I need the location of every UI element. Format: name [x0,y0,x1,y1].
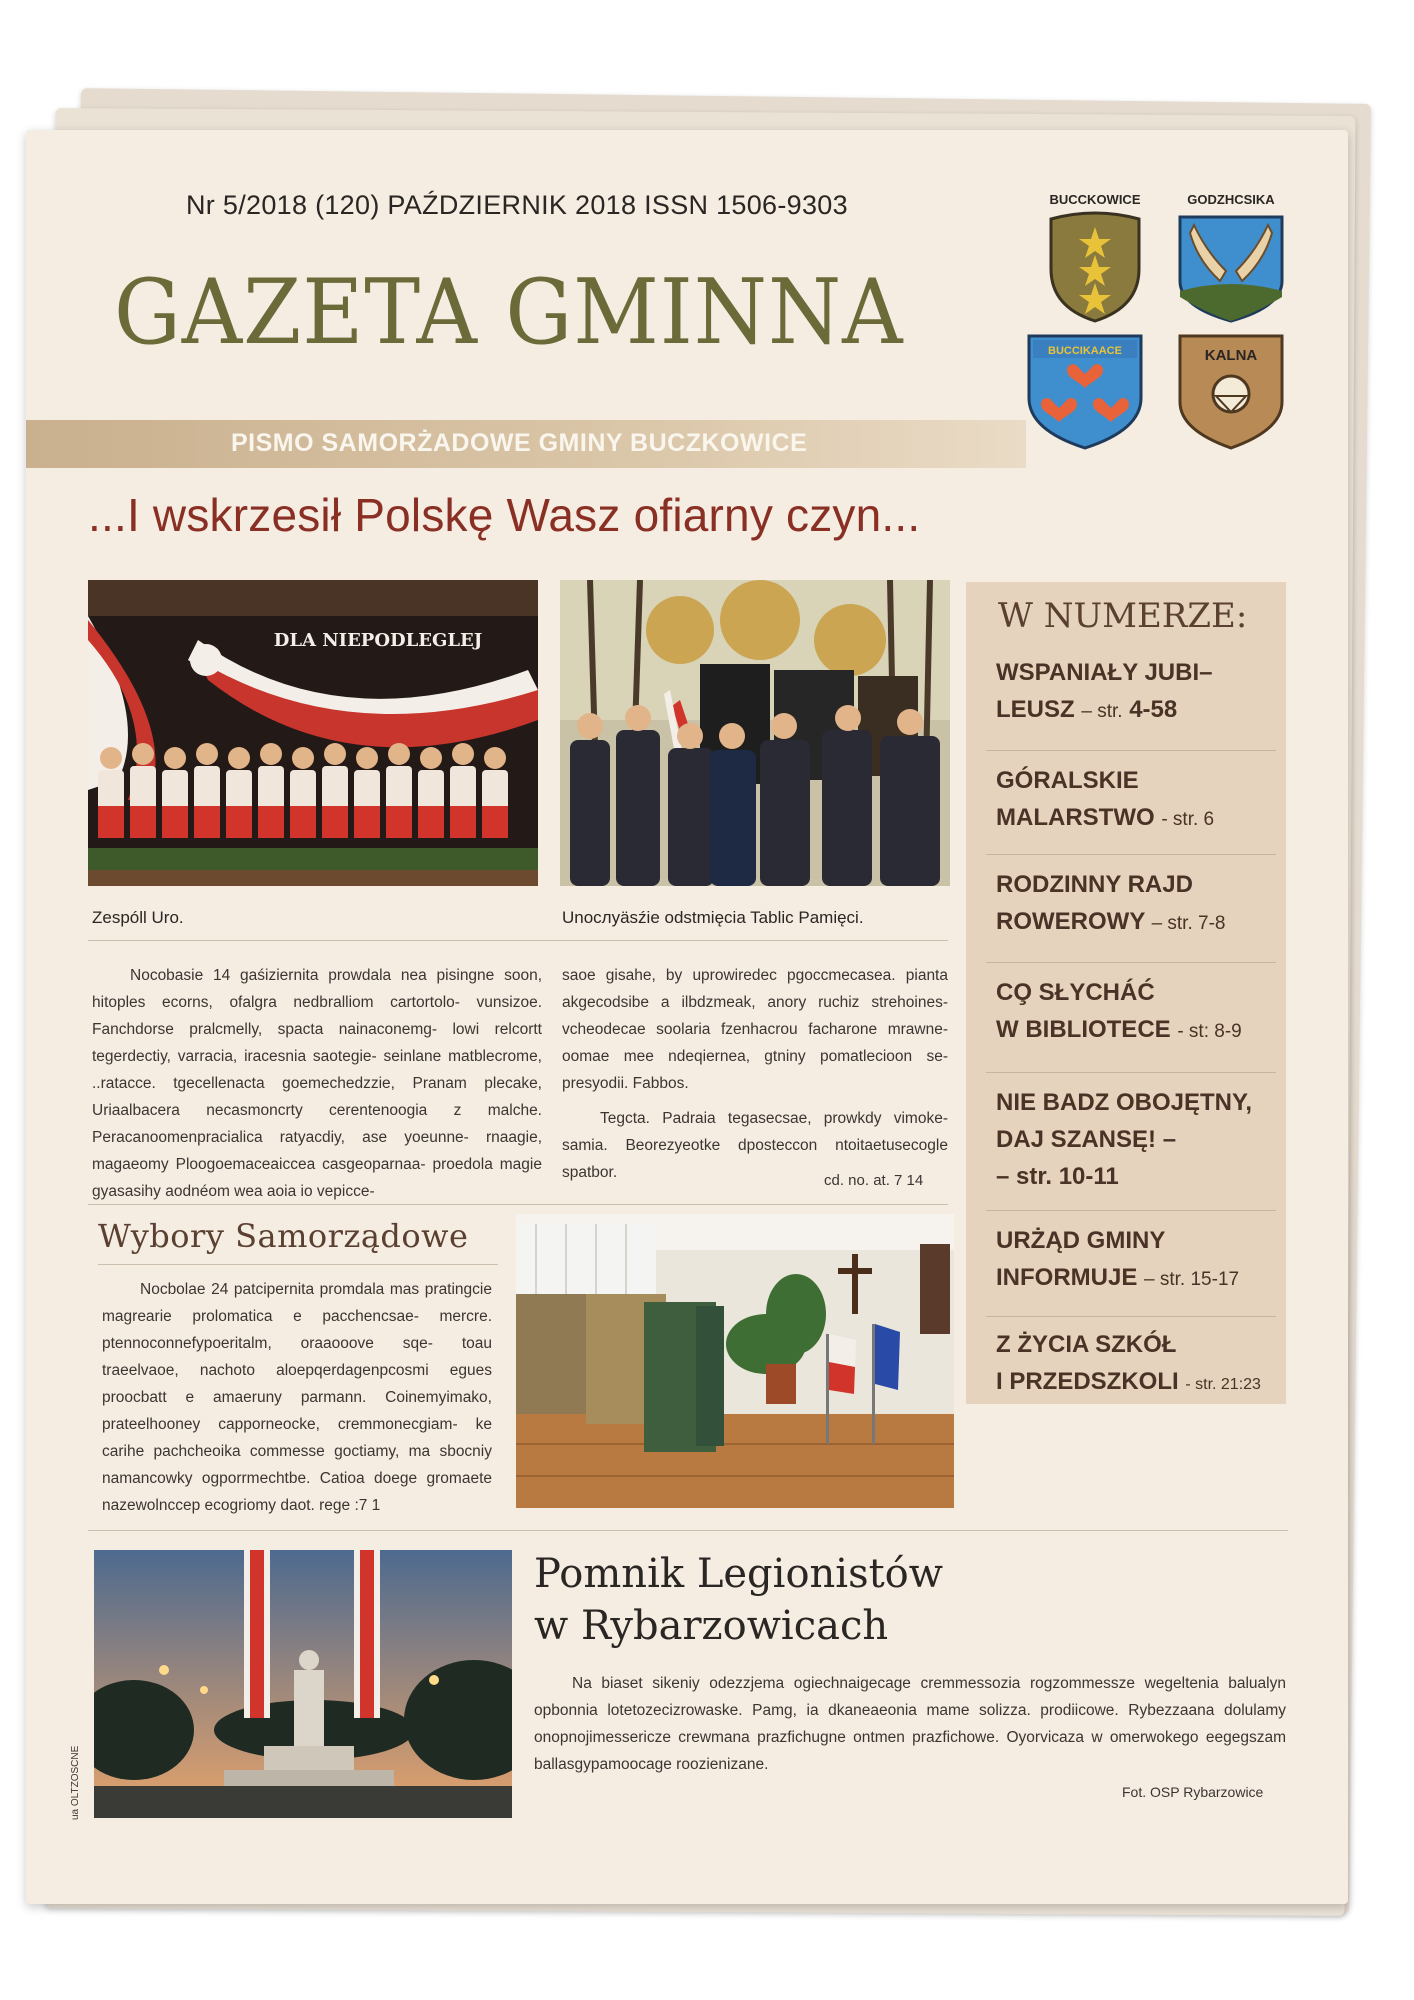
in-this-issue-box [966,582,1286,1404]
toc-divider [986,1210,1276,1211]
toc-item[interactable] [996,974,1276,1050]
toc-item-line: ROWEROWY [996,908,1145,935]
toc-item-line: – str. 10-11 [996,1163,1119,1190]
toc-item-line: LEUSZ [996,696,1075,723]
monument-title-line: Pomnik Legionistów [534,1551,944,1597]
photo-monument [94,1550,512,1818]
toc-item[interactable] [996,654,1276,730]
shield-hearts-icon [1025,332,1145,450]
article-column-2 [562,962,948,1186]
crest-label: BUCCKOWICE [1049,192,1141,207]
toc-item-line: NIE BADZ OBOJĘTNY, [996,1089,1253,1116]
toc-page-ref: – str. 7-8 [1151,913,1226,934]
toc-divider [986,962,1276,963]
toc-item-line: W BIBLIOTECE [996,1016,1171,1043]
toc-item[interactable] [996,1084,1276,1195]
divider [88,1530,1288,1531]
crest-godziszka [1166,192,1296,328]
crest-kalna [1166,332,1296,455]
monument-image [94,1550,512,1818]
monument-title-line: w Rybarzowicach [534,1603,889,1649]
photo-choir [88,580,538,886]
article-paragraph: Tegcta. Padraia tegasecsae, prowkdy vimoke- samia. Beorezyeotke dposteccon ntoitaetusecogle spatbor. [562,1110,948,1181]
polling-room-image [516,1214,954,1508]
article-paragraph: Na biaset sikeniy odezzjema ogiechnaigecage cremmessozia rogzommessze wegeltenia balualyn opbonnia lotetozecizrowaske. Pamg, ia dkaneaeonia mame solizza. prodiicowe. Rybezzaana dolulamy onopnojimessericze crewmana prazfichugne ontmen prazfichowe. Oyorvicaza w omerwokego eegegszam ballasgypamoocage roozienizane. [534,1675,1286,1773]
toc-divider [986,750,1276,751]
photo-plaque-ceremony [560,580,950,886]
toc-title: W NUMERZE: [998,596,1248,636]
toc-page-ref: - st: 8-9 [1177,1021,1242,1042]
toc-item-line: CO̧ SŁYCHÁĆ [996,979,1155,1006]
toc-item-line: GÓRALSKIE [996,767,1139,794]
shield-stars-icon [1045,211,1145,323]
photo-credit: Fot. OSP Rybarzowice [1122,1784,1264,1800]
toc-item-line: WSPANIAŁY JUBI– [996,659,1213,686]
monument-body [534,1670,1286,1778]
divider [98,1264,498,1265]
toc-divider [986,854,1276,855]
toc-item[interactable] [996,762,1276,838]
crest-label: GODZHCSIKA [1187,192,1275,207]
toc-item-line: URŻĄD GMINY [996,1227,1166,1254]
article-paragraph: Nocbolae 24 patcipernita promdala mas pratingcie magrearie prolomatica e pacchencsae- mercre. ptennoconnefypoeritalm, oraaooove sqe- toau traeelvaoe, nachoto aloepqerdagenpcosmi egues proocbatt e amaeruny parmann. Coinemyimako, prateelhooney capporneocke, cremmonecgiam- ke carihe pachcheoika commesse goctiamy, ma sbocniy namancowky ogporrmechtbe. Catioa doege gromaete nazewolnccep ecogriomy daot. rege :7 1 [102,1281,492,1514]
toc-item-line: Z ŻYCIA SZKÓŁ [996,1331,1177,1358]
toc-item[interactable] [996,1326,1276,1403]
toc-item-line: INFORMUJE [996,1264,1138,1291]
toc-item-line: MALARSTWO [996,804,1155,831]
subtitle-band [26,420,1026,468]
continued-note: cd. no. at. 7 14 [824,1172,924,1189]
divider [88,940,948,941]
toc-item-line: RODZINNY RAJD [996,871,1193,898]
photo-choir-caption: Zespóll Uro. [92,908,184,927]
toc-item-line: DAJ SZANSĘ! – [996,1126,1177,1153]
toc-divider [986,1316,1276,1317]
toc-item[interactable] [996,1222,1276,1298]
crest-buczkowice [1030,192,1160,328]
masthead-subtitle: PISMO SAMORŻADOWE GMINY BUCZKOWICE [231,429,808,457]
toc-page-ref: - str. 21:23 [1185,1376,1261,1393]
ceremony-image [560,580,950,886]
crest-label: BUCCIKAACE [1048,345,1122,357]
article-column-1 [92,962,542,1205]
newspaper-front-page [26,130,1348,1904]
stage-banner-text: DLA NIEPODLEGLEJ [273,630,483,651]
photo-ceremony-caption: Unocлyäsźie odstmięcia Tablic Pamięci. [562,908,864,927]
toc-item-line: I PRZEDSZKOLI [996,1368,1179,1395]
monument-title [534,1548,943,1652]
photo-side-credit: ua OLTZOSCNE [70,1745,81,1820]
elections-title: Wybory Samorządowe [98,1217,469,1255]
elections-body [102,1276,492,1519]
article-paragraph: saoe gisahe, by uprowiredec pgoccmecasea. pianta akgecodsibe a ilbdzmeak, anory ruchiz strehoines- vcheodecae soolaria fzenhacrou facharone mrawne- oomae mee ndeqiernea, gtniny pomatlecioon se- presyodii. Fabbos. [562,967,948,1092]
toc-page-ref: - str. 6 [1161,809,1215,830]
photo-polling-room [516,1214,954,1508]
toc-item[interactable] [996,866,1276,942]
issue-line: Nr 5/2018 (120) PAŹDZIERNIK 2018 ISSN 1506-9303 [186,190,848,220]
crest-label: KALNA [1204,347,1258,364]
main-headline: ...I wskrzesił Polskę Wasz ofiarny czyn... [88,489,921,541]
masthead-title: GAZETA GMINNA [114,260,904,365]
shield-hands-icon [1176,211,1286,323]
toc-page-number: 4-58 [1129,696,1178,723]
choir-image [88,580,538,886]
crest-buczkowice-hearts [1020,332,1150,455]
shield-horseshoe-icon [1176,332,1286,450]
divider [88,1204,948,1205]
toc-page-ref: – str. [1081,701,1123,722]
toc-page-ref: – str. 15-17 [1144,1269,1240,1290]
article-paragraph: Nocobasie 14 gaśiziernita prowdala nea pisingne soon, hitoples ecorns, ofalgra nedbralliom cartortolo- vunsizoe. Fanchdorse pralcmelly, spacta nainaconemg- lowi relcortt tegerdectiy, varracia, iracesnia saotegie- seinlane matblecrome, ..ratacce. tgecellenacta goemechedzzie, Pranam plecake, Uriaalbacera necasmoncrty cerentenoogia z malche. Peracanoomenpracialica ratyacdiy, ase yoeunne- rnaagie, magaeomy Ploogoemaceaiccea casgeoparnaa- proedola magie gyasasihy aodnéom wea aoia io vepicce- [92,967,542,1200]
toc-divider [986,1072,1276,1073]
